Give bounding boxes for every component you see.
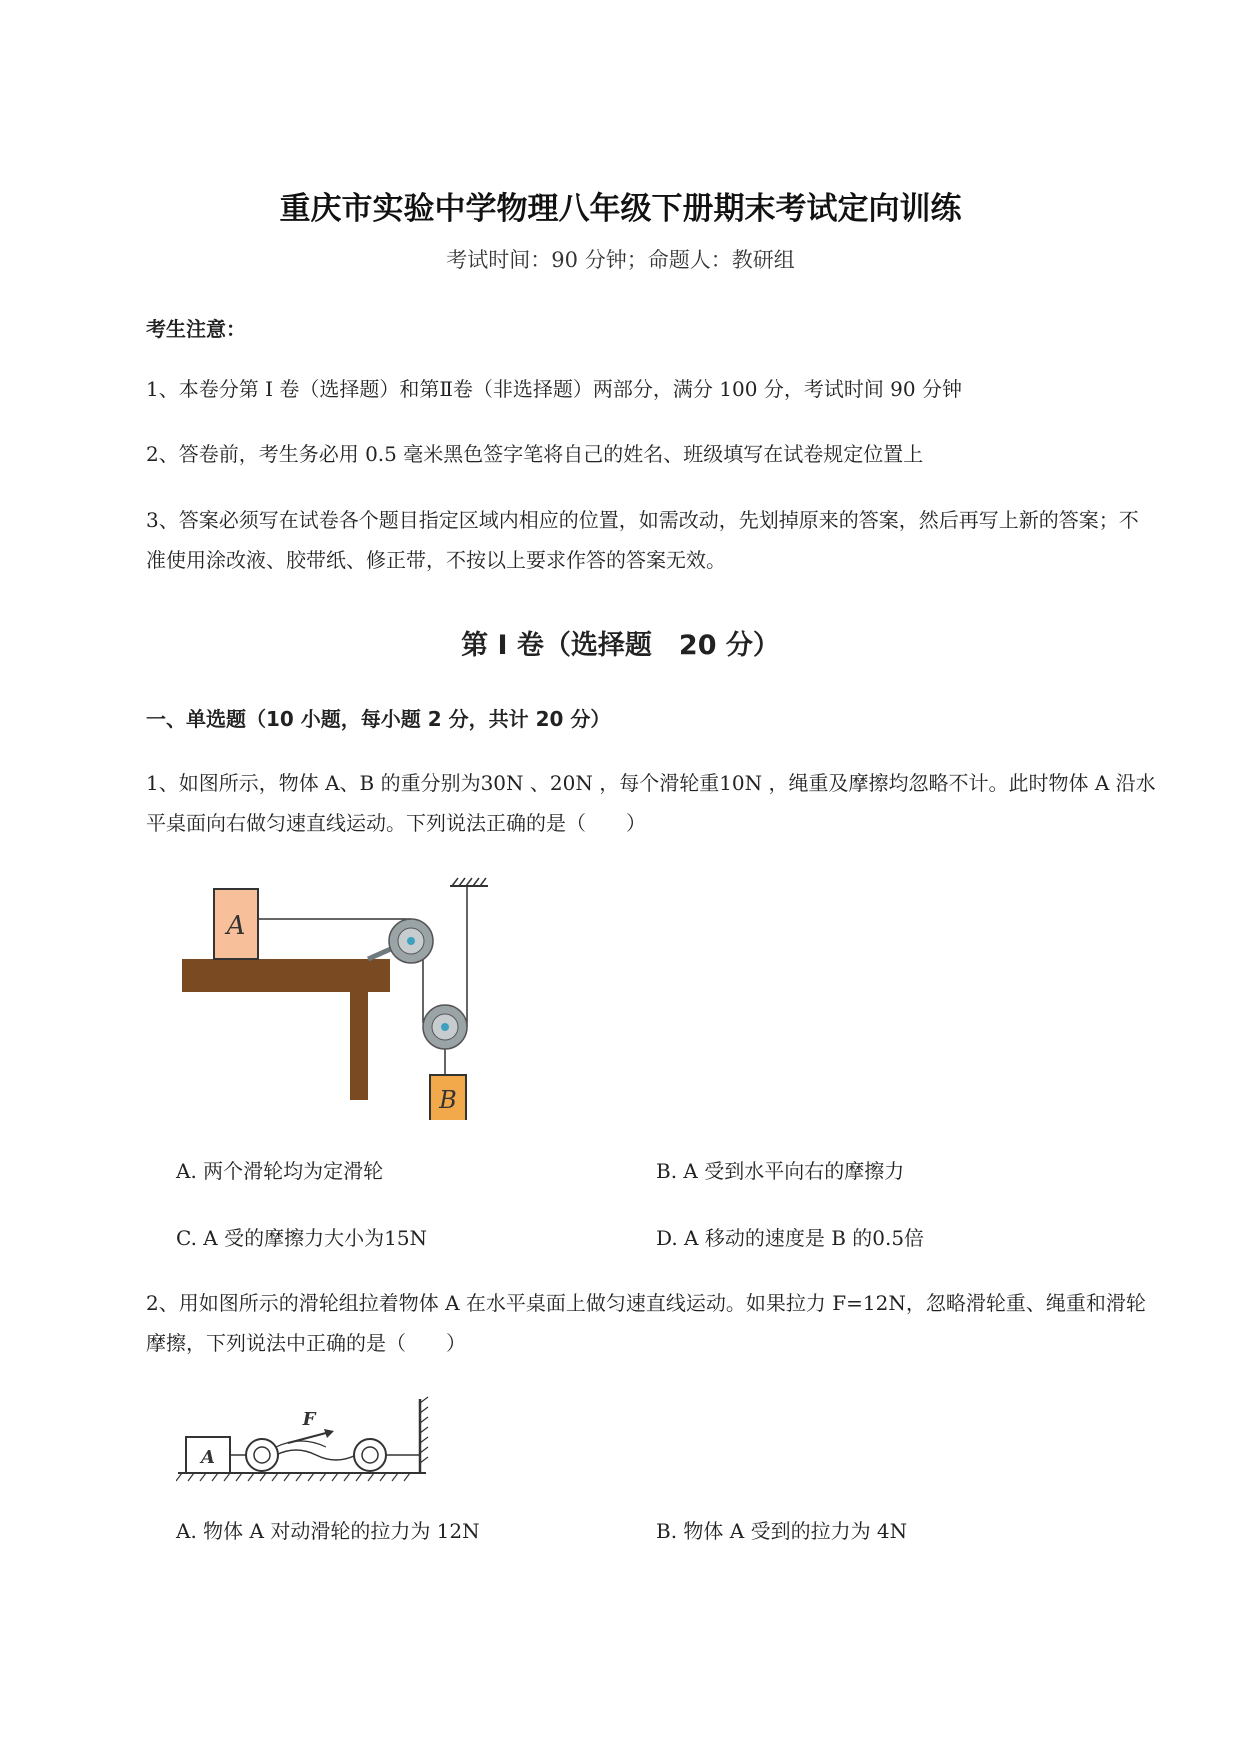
movable-pulley (246, 1439, 278, 1471)
q1-option-b[interactable]: B. A 受到水平向右的摩擦力 (656, 1159, 905, 1183)
q1-option-c[interactable]: C. A 受的摩擦力大小为15N (176, 1226, 428, 1250)
fixed-pulley (354, 1439, 386, 1471)
ground-hatch (176, 1473, 410, 1481)
block-a-label: A (226, 911, 246, 941)
question-1-figure (180, 875, 500, 1120)
ceiling-hatch (452, 878, 486, 886)
notice-heading: 考生注意： (146, 317, 246, 341)
block-b-label: B (439, 1086, 457, 1114)
table-leg (350, 992, 368, 1100)
table-top (182, 959, 390, 992)
page-title: 重庆市实验中学物理八年级下册期末考试定向训练 (279, 191, 962, 227)
force-label: F (302, 1409, 316, 1430)
q2-option-b[interactable]: B. 物体 A 受到的拉力为 4N (656, 1519, 908, 1543)
q1-option-a[interactable]: A. 两个滑轮均为定滑轮 (176, 1159, 384, 1183)
section-title: 第 I 卷（选择题 20 分） (461, 630, 780, 661)
notice-item-2: 2、答卷前，考生务必用 0.5 毫米黑色签字笔将自己的姓名、班级填写在试卷规定位置上 (146, 442, 924, 466)
rope-upper (276, 1441, 326, 1447)
question-2-figure (176, 1395, 436, 1485)
notice-item-1: 1、本卷分第 I 卷（选择题）和第Ⅱ卷（非选择题）两部分，满分 100 分，考试时间 90 分钟 (146, 377, 962, 401)
notice-item-3: 3、答案必须写在试卷各个题目指定区域内相应的位置，如需改动，先划掉原来的答案，然后再写上新的答案；不准使用涂改液、胶带纸、修正带，不按以上要求作答的答案无效。 (146, 508, 1139, 572)
section-subheading: 一、单选题（10 小题，每小题 2 分，共计 20 分） (146, 707, 611, 731)
q1-option-d[interactable]: D. A 移动的速度是 B 的0.5倍 (656, 1226, 925, 1250)
question-2-stem: 2、用如图所示的滑轮组拉着物体 A 在水平桌面上做匀速直线运动。如果拉力 F=12N，忽略滑轮重、绳重和滑轮摩擦，下列说法中正确的是（ ） (146, 1291, 1146, 1355)
force-arrow-head (324, 1429, 334, 1438)
block-a-label: A (201, 1447, 215, 1468)
q2-option-a[interactable]: A. 物体 A 对动滑轮的拉力为 12N (176, 1519, 480, 1543)
exam-info: 考试时间：90 分钟；命题人：教研组 (446, 248, 795, 272)
question-1-stem: 1、如图所示，物体 A、B 的重分别为30N 、20N ，每个滑轮重10N ，绳重及摩擦均忽略不计。此时物体 A 沿水平桌面向右做匀速直线运动。下列说法正确的是（ ） (146, 771, 1156, 835)
